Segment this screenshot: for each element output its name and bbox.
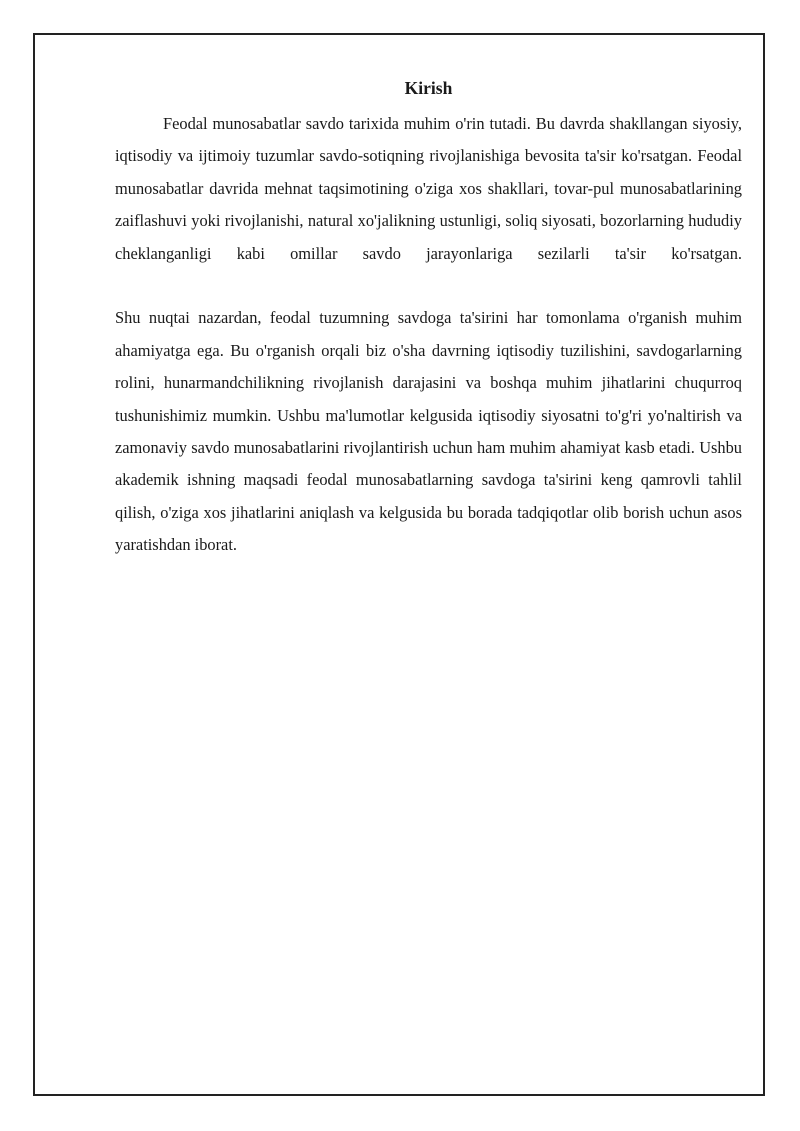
document-title: Kirish [404, 78, 453, 98]
paragraph-introduction: Feodal munosabatlar savdo tarixida muhim o'rin tutadi. Bu davrda shakllangan siyosiy, iqtisodiy va ijtimoiy tuzumlar savdo-sotiqning rivojlanishiga bevosita ta'sir ko'rsatgan. Feodal munosabatlar davrida mehnat taqsimotining o'ziga xos shakllari, tovar-pul munosabatlarining zaiflashuvi yoki rivojlanishi, natural xo'jalikning ustunligi, soliq siyosati, bozorlarning hududiy cheklanganligi kabi omillar savdo jarayonlariga sezilarli ta'sir ko'rsatgan. [115, 114, 742, 263]
paragraph-purpose: Shu nuqtai nazardan, feodal tuzumning savdoga ta'sirini har tomonlama o'rganish muhim ahamiyatga ega. Bu o'rganish orqali biz o'sha davrning iqtisodiy tuzilishini, savdogarlarning rolini, hunarmandchilikning rivojlanish darajasini va boshqa muhim jihatlarini chuqurroq tushunishimiz mumkin. Ushbu ma'lumotlar kelgusida iqtisodiy siyosatni to'g'ri yo'naltirish va zamonaviy savdo munosabatlarini rivojlantirish uchun ham muhim ahamiyat kasb etadi. Ushbu akademik ishning maqsadi feodal munosabatlarning savdoga ta'sirini keng qamrovli tahlil qilish, o'ziga xos jihatlarini aniqlash va kelgusida bu borada tadqiqotlar olib borish uchun asos yaratishdan iborat. [115, 308, 742, 555]
document-body [115, 76, 742, 562]
